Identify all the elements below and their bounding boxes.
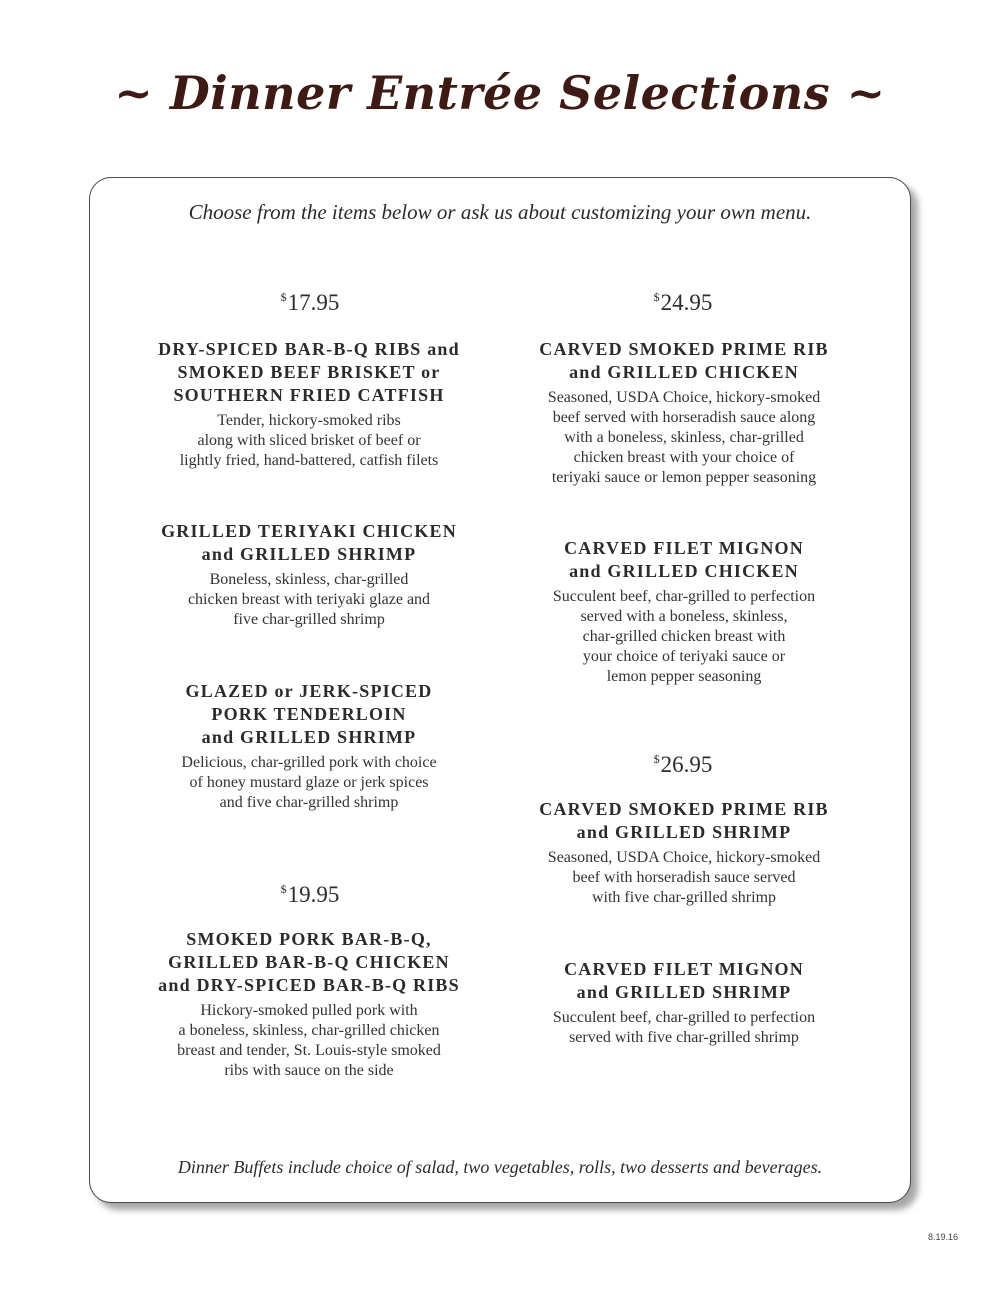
price-heading-24-95 <box>503 290 863 316</box>
price-heading-19-95 <box>130 882 490 908</box>
item-description: Succulent beef, char-grilled to perfection served with five char-grilled shrimp <box>552 1009 816 1046</box>
item-description: Boneless, skinless, char-grilled chicken breast with teriyaki glaze and five char-grilled shrimp <box>187 571 431 628</box>
menu-item-prime-rib-chicken <box>494 338 874 488</box>
item-description: Hickory-smoked pulled pork with a boneless, skinless, char-grilled chicken breast and tender, St. Louis-style smoked ribs with sauce on the side <box>177 1002 441 1079</box>
price-value: 19.95 <box>287 882 340 907</box>
item-name: GLAZED or JERK-SPICED PORK TENDERLOIN and GRILLED SHRIMP <box>185 681 433 747</box>
item-name: CARVED FILET MIGNON and GRILLED CHICKEN <box>564 538 804 581</box>
item-name: CARVED FILET MIGNON and GRILLED SHRIMP <box>564 959 804 1002</box>
item-description: Delicious, char-grilled pork with choice of honey mustard glaze or jerk spices and five char-grilled shrimp <box>181 754 437 811</box>
menu-item-filet-mignon-chicken <box>494 537 874 687</box>
currency-symbol: $ <box>653 290 660 304</box>
item-description: Seasoned, USDA Choice, hickory-smoked beef with horseradish sauce served with five char-grilled shrimp <box>547 849 821 906</box>
item-name: GRILLED TERIYAKI CHICKEN and GRILLED SHRIMP <box>161 521 457 564</box>
menu-item-filet-mignon-shrimp <box>494 958 874 1048</box>
price-value: 26.95 <box>660 752 713 777</box>
price-value: 24.95 <box>660 290 713 315</box>
item-name: CARVED SMOKED PRIME RIB and GRILLED SHRIMP <box>539 799 829 842</box>
page-title: ~ Dinner Entrée Selections ~ <box>114 66 886 120</box>
intro-text: Choose from the items below or ask us about customizing your own menu. <box>188 200 812 224</box>
currency-symbol: $ <box>280 290 287 304</box>
item-description: Succulent beef, char-grilled to perfection served with a boneless, skinless, char-grilled chicken breast with your choice of teriyaki sauce or lemon pepper seasoning <box>552 588 816 685</box>
menu-item-prime-rib-shrimp <box>494 798 874 908</box>
menu-item-pork-chicken-ribs <box>119 928 499 1081</box>
currency-symbol: $ <box>280 882 287 896</box>
buffet-footer-note: Dinner Buffets include choice of salad, two vegetables, rolls, two desserts and beverages. <box>177 1157 823 1177</box>
version-stamp: 8.19.16 <box>927 1232 958 1242</box>
item-name: CARVED SMOKED PRIME RIB and GRILLED CHICKEN <box>539 339 829 382</box>
price-heading-17-95 <box>130 290 490 316</box>
price-value: 17.95 <box>287 290 340 315</box>
menu-item-teriyaki-chicken-shrimp <box>119 520 499 630</box>
currency-symbol: $ <box>653 752 660 766</box>
item-description: Tender, hickory-smoked ribs along with sliced brisket of beef or lightly fried, hand-battered, catfish filets <box>179 412 439 469</box>
item-name: DRY-SPICED BAR-B-Q RIBS and SMOKED BEEF BRISKET or SOUTHERN FRIED CATFISH <box>158 339 460 405</box>
menu-item-ribs-brisket-catfish <box>119 338 499 471</box>
item-name: SMOKED PORK BAR-B-Q, GRILLED BAR-B-Q CHICKEN and DRY-SPICED BAR-B-Q RIBS <box>158 929 460 995</box>
item-description: Seasoned, USDA Choice, hickory-smoked beef served with horseradish sauce along with a boneless, skinless, char-grilled chicken breast with your choice of teriyaki sauce or lemon pepper seasoning <box>547 389 821 486</box>
price-heading-26-95 <box>503 752 863 778</box>
menu-item-pork-tenderloin-shrimp <box>119 680 499 813</box>
